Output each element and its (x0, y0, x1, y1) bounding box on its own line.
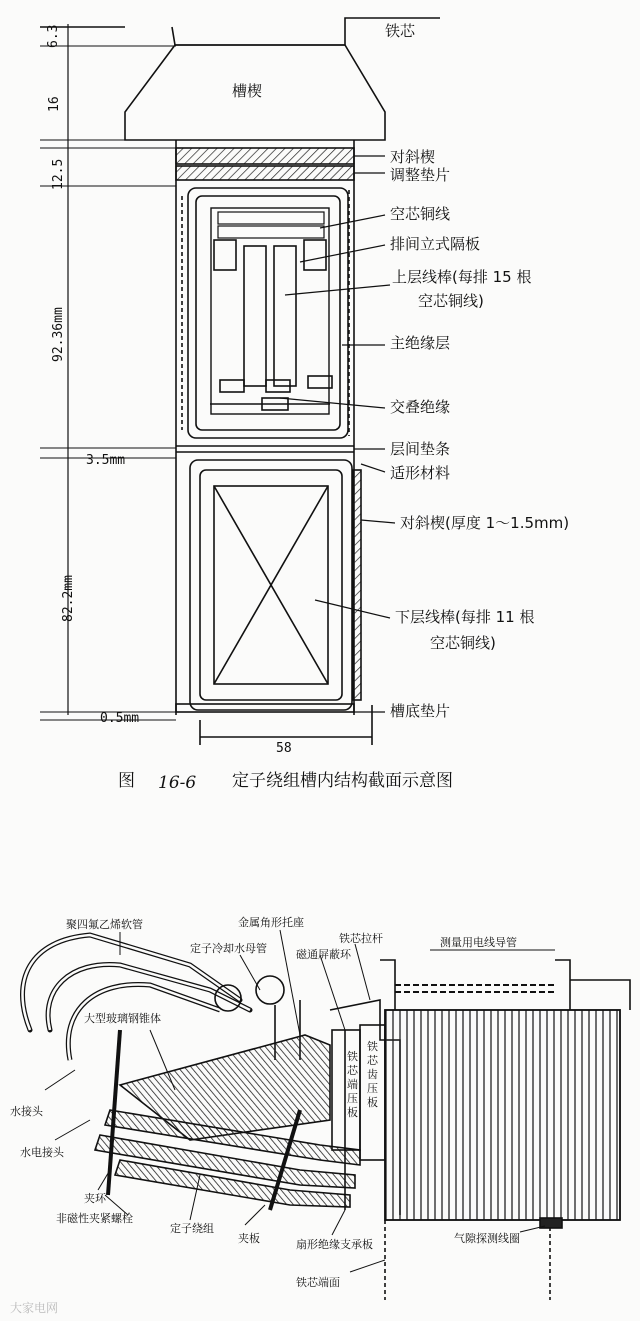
label-fan-support: 扇形绝缘支承板 (296, 1238, 373, 1251)
dimension-labels (46, 25, 292, 756)
label-lower-bar-line2: 空芯铜线) (430, 634, 496, 652)
label-flux-shield: 磁通屏蔽环 (296, 948, 351, 961)
dim-6-3: 6.3 (46, 24, 61, 48)
label-ptfe-hose: 聚四氟乙烯软管 (66, 918, 143, 931)
label-metal-bracket: 金属角形托座 (238, 916, 304, 929)
top-leader-lines (280, 156, 395, 712)
label-stator-winding: 定子绕组 (170, 1222, 214, 1235)
slot-cross-section (40, 18, 440, 745)
label-probe-conduit: 测量用电线导管 (440, 936, 517, 949)
label-hydro-joint: 水电接头 (20, 1146, 64, 1159)
iron-core-outline (40, 18, 440, 45)
label-core-tie-rod: 铁芯拉杆 (339, 932, 383, 945)
watermark: 大家电网 (10, 1301, 59, 1315)
upper-conductor-block (211, 208, 329, 414)
vertical-char: 板 (367, 1096, 378, 1109)
caption-prefix: 图 (118, 771, 135, 791)
tooth-press-plate-text (367, 1039, 379, 1109)
label-upper-bar-line1: 上层线棒(每排 15 根 (392, 268, 532, 286)
dim-3-5: 3.5mm (86, 453, 126, 468)
adjust-shim-shape (176, 166, 354, 180)
label-upper-bar-line2: 空芯铜线) (418, 292, 484, 310)
top-labels (232, 22, 569, 720)
label-slot-wedge: 槽楔 (232, 82, 263, 100)
label-iron-core: 铁芯 (385, 22, 416, 40)
vertical-char: 齿 (367, 1068, 378, 1081)
vertical-char: 铁 (347, 1050, 358, 1063)
caption-number: 16-6 (158, 773, 197, 793)
caption-text: 定子绕组槽内结构截面示意图 (232, 771, 453, 791)
label-diagonal-wedge: 对斜楔 (390, 148, 436, 166)
dim-16: 16 (47, 96, 62, 112)
label-interlayer-strip: 层间垫条 (390, 440, 451, 458)
label-end-press-plate (347, 1049, 359, 1119)
vertical-char: 端 (347, 1078, 358, 1091)
label-nonmag-bolt: 非磁性夹紧螺栓 (56, 1212, 133, 1225)
label-overlap-insulation: 交叠绝缘 (390, 398, 451, 416)
label-lower-bar-line1: 下层线棒(每排 11 根 (395, 608, 535, 626)
label-gap-probe: 气隙探测线圈 (454, 1232, 520, 1245)
figure-caption (118, 771, 453, 793)
label-tooth-press-plate (367, 1039, 379, 1109)
label-core-end: 铁芯端面 (296, 1276, 340, 1289)
dim-92-36: 92.36mm (51, 307, 66, 362)
vertical-char: 芯 (347, 1064, 358, 1077)
dim-12-5: 12.5 (51, 158, 66, 190)
label-hollow-wire: 空芯铜线 (390, 205, 451, 223)
label-main-insulation: 主绝缘层 (390, 334, 451, 352)
dim-0-5: 0.5mm (100, 711, 140, 726)
diagonal-wedge-shape (176, 148, 354, 164)
core-laminations (385, 1010, 620, 1220)
label-separator: 排间立式隔板 (390, 235, 481, 253)
label-slot-bottom-shim: 槽底垫片 (390, 702, 451, 720)
vertical-char: 板 (347, 1106, 358, 1119)
label-water-joint: 水接头 (10, 1105, 43, 1118)
vertical-char: 芯 (367, 1054, 378, 1067)
vertical-char: 铁 (367, 1040, 378, 1053)
label-adjust-shim: 调整垫片 (390, 166, 451, 184)
vertical-char: 压 (347, 1092, 358, 1105)
label-coolant-header: 定子冷却水母管 (190, 942, 267, 955)
dim-width-58: 58 (276, 741, 292, 756)
label-diagonal-wedge-thickness: 对斜楔(厚度 1～1.5mm) (400, 514, 570, 532)
label-conform-material: 适形材料 (390, 464, 451, 482)
label-glass-cylinder: 大型玻璃钢锥体 (84, 1012, 161, 1025)
end-press-plate-text (347, 1049, 359, 1119)
label-clamp-plate: 夹板 (238, 1232, 260, 1245)
label-clamp-ring: 夹环 (84, 1192, 106, 1205)
dim-82-2: 82.2mm (61, 575, 76, 622)
vertical-char: 压 (367, 1082, 378, 1095)
